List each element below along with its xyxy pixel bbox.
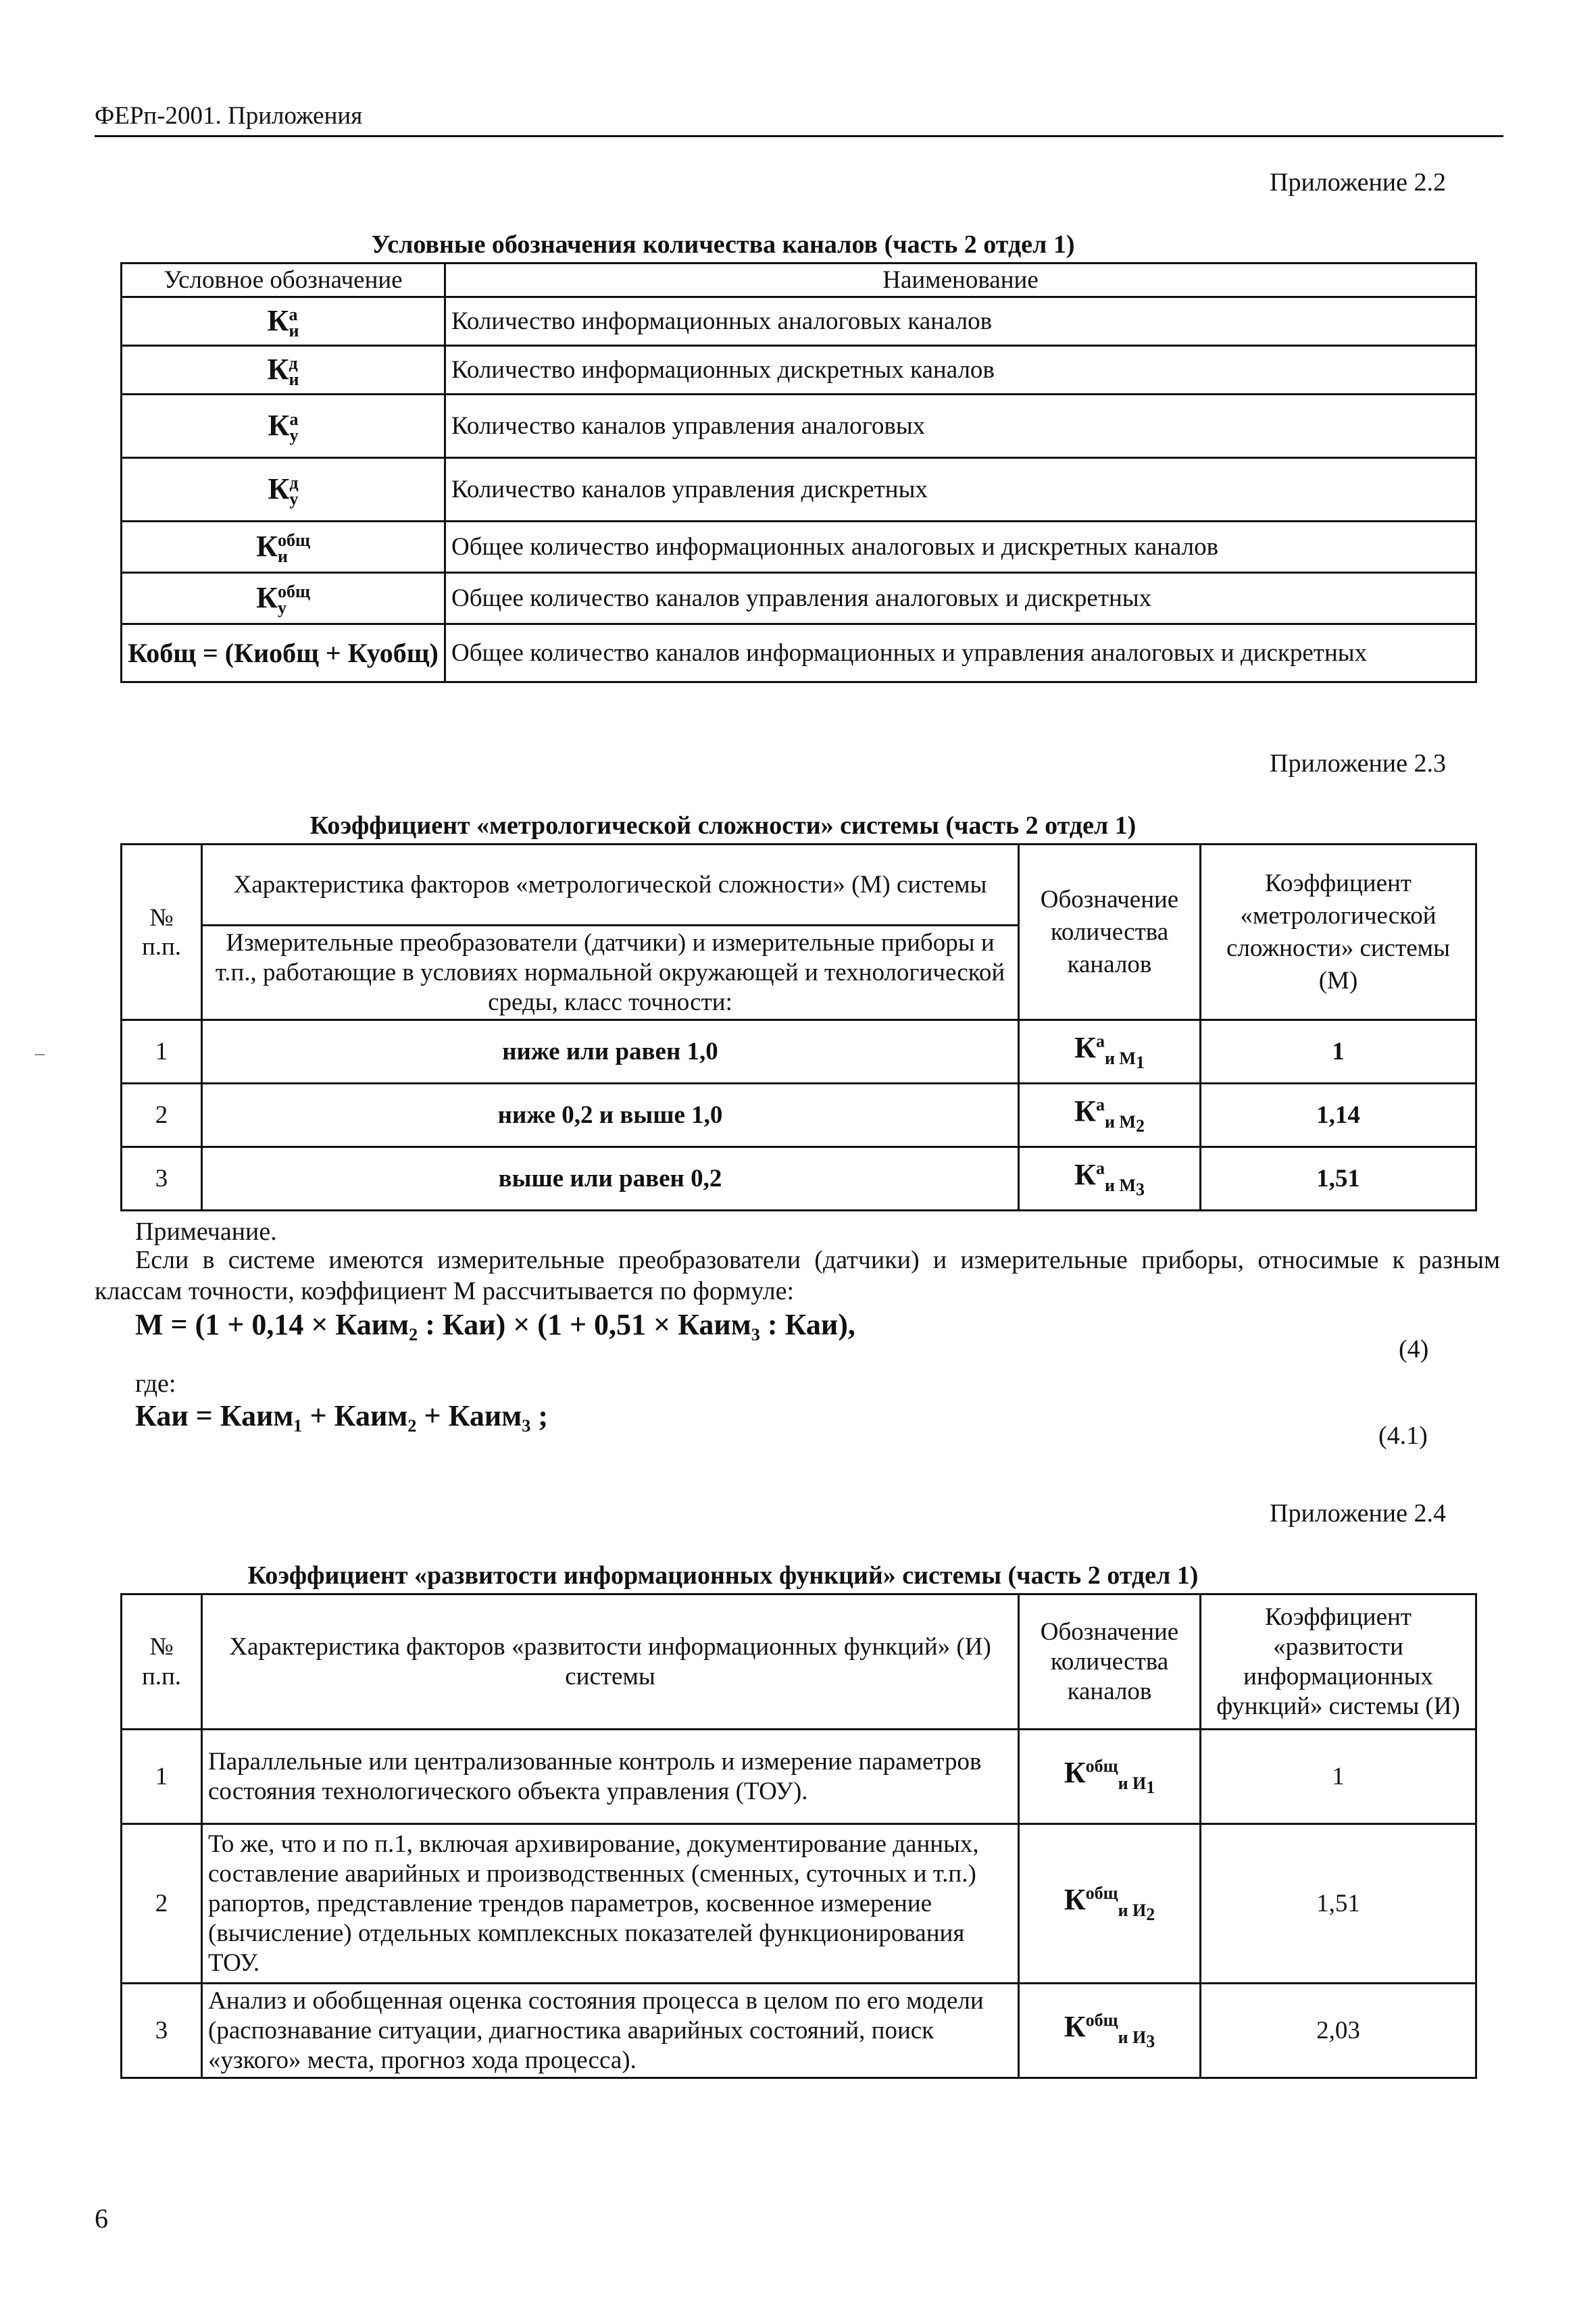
col-symbol-header: Обозначение количества каналов: [1019, 845, 1201, 1020]
name-cell: Общее количество информационных аналоговых и дискретных каналов: [445, 522, 1476, 573]
channels-symbols-table: [120, 262, 1477, 683]
name-cell: Количество информационных аналоговых каналов: [445, 297, 1476, 346]
table-row: [122, 458, 1476, 522]
formula-4: М = (1 + 0,14 × Каим₂ : Каи) × (1 + 0,51 × Каим₃ : Каи),: [135, 1308, 855, 1341]
margin-mark: [35, 1054, 45, 1055]
where-label: где:: [135, 1369, 176, 1398]
coef-cell: 1: [1201, 1020, 1476, 1084]
accuracy-class-cell: выше или равен 0,2: [202, 1147, 1019, 1211]
accuracy-class-cell: ниже или равен 1,0: [202, 1020, 1019, 1084]
symbol-cell: К д и: [122, 346, 445, 395]
appendix-2-2-label: Приложение 2.2: [1270, 168, 1446, 197]
appendix-2-4-title: Коэффициент «развитости информационных функций» системы (часть 2 отдел 1): [247, 1561, 1199, 1590]
appendix-2-2-title: Условные обозначения количества каналов (часть 2 отдел 1): [371, 230, 1075, 259]
symbol-cell: $К^а_{и М_3}$: [1019, 1147, 1201, 1211]
appendix-2-4-label: Приложение 2.4: [1270, 1499, 1446, 1528]
symbol-cell: $К^{общ}_{и И_2}$: [1019, 1824, 1201, 1984]
table-row: [122, 346, 1476, 395]
table-row: [122, 573, 1476, 624]
symbol-cell: К а у: [122, 395, 445, 458]
col-char-subheader: Измерительные преобразователи (датчики) и измерительные приборы и т.п., работающие в условиях нормальной окружающей и технологической среды, класс точности:: [202, 926, 1019, 1020]
row-number: 1: [122, 1020, 202, 1084]
table-row: [122, 1147, 1476, 1211]
table-row: [122, 624, 1476, 682]
table-row: [122, 395, 1476, 458]
appendix-2-3-label: Приложение 2.3: [1270, 749, 1446, 778]
info-functions-table: [120, 1593, 1477, 2079]
metrology-table: [120, 843, 1477, 1211]
name-cell: Количество каналов управления дискретных: [445, 458, 1476, 522]
col-no-header: № п.п.: [122, 845, 202, 1020]
col-char-header: Характеристика факторов «метрологической сложности» (М) системы: [202, 845, 1019, 926]
symbol-cell: $К^{общ}_{и И_1}$: [1019, 1730, 1201, 1824]
name-cell: Количество каналов управления аналоговых: [445, 395, 1476, 458]
name-cell: Общее количество каналов управления аналоговых и дискретных: [445, 573, 1476, 624]
symbol-cell: $К^а_{и М_1}$: [1019, 1020, 1201, 1084]
col-symbol-header: Обозначение количества каналов: [1019, 1594, 1201, 1730]
table-row: [122, 1984, 1476, 2078]
note-text: Если в системе имеются измерительные преобразователи (датчики) и измерительные приборы, относимые к разным классам точности, коэффициент М рассчитывается по формуле:: [95, 1246, 1500, 1305]
symbol-cell: $К^{общ}_{и И_3}$: [1019, 1984, 1201, 2078]
symbol-cell: К д у: [122, 458, 445, 522]
symbol-cell: К общ у: [122, 573, 445, 624]
header-rule: [95, 135, 1503, 137]
symbol-cell: К общ и: [122, 522, 445, 573]
formula-4-1: Каи = Каим₁ + Каим₂ + Каим₃ ;: [135, 1399, 549, 1432]
col-no-header: № п.п.: [122, 1594, 202, 1730]
note-label: Примечание.: [135, 1217, 277, 1246]
coef-cell: 1,51: [1201, 1147, 1476, 1211]
table-row: [122, 297, 1476, 346]
name-cell: Количество информационных дискретных каналов: [445, 346, 1476, 395]
row-number: 1: [122, 1730, 202, 1824]
page-number: 6: [95, 2203, 108, 2234]
col-symbol-header: Условное обозначение: [122, 263, 445, 297]
symbol-cell: К а и: [122, 297, 445, 346]
appendix-2-3-title: Коэффициент «метрологической сложности» системы (часть 2 отдел 1): [309, 811, 1137, 840]
table-row: [122, 1084, 1476, 1147]
row-number: 3: [122, 1984, 202, 2078]
col-coef-header: Коэффициент «развитости информационных функций» системы (И): [1201, 1594, 1476, 1730]
row-number: 2: [122, 1824, 202, 1984]
equation-number-4-1: (4.1): [1378, 1422, 1428, 1450]
coef-cell: 1: [1201, 1730, 1476, 1824]
total-formula-cell: Кобщ = (Киобщ + Куобщ): [122, 624, 445, 682]
symbol-cell: $К^а_{и М_2}$: [1019, 1084, 1201, 1147]
running-header: ФЕРп-2001. Приложения: [95, 102, 363, 130]
table-row: [122, 1020, 1476, 1084]
accuracy-class-cell: ниже 0,2 и выше 1,0: [202, 1084, 1019, 1147]
table-row: [122, 1824, 1476, 1984]
col-char-header: Характеристика факторов «развитости информационных функций» (И) системы: [202, 1594, 1019, 1730]
function-description-cell: То же, что и по п.1, включая архивирование, документирование данных, составление аварийных и производственных (сменных, суточных и т.п.) рапортов, представление трендов параметров, косвенное измерение (вычисление) отдельных комплексных показателей функционирования ТОУ.: [202, 1824, 1019, 1984]
function-description-cell: Параллельные или централизованные контроль и измерение параметров состояния технологического объекта управления (ТОУ).: [202, 1730, 1019, 1824]
equation-number-4: (4): [1399, 1335, 1429, 1363]
row-number: 3: [122, 1147, 202, 1211]
name-cell: Общее количество каналов информационных и управления аналоговых и дискретных: [445, 624, 1476, 682]
table-row: [122, 522, 1476, 573]
coef-cell: 2,03: [1201, 1984, 1476, 2078]
row-number: 2: [122, 1084, 202, 1147]
table-row: [122, 1730, 1476, 1824]
coef-cell: 1,14: [1201, 1084, 1476, 1147]
function-description-cell: Анализ и обобщенная оценка состояния процесса в целом по его модели (распознавание ситуации, диагностика аварийных состояний, поиск «узкого» места, прогноз хода процесса).: [202, 1984, 1019, 2078]
col-coef-header: Коэффициент «метрологической сложности» системы (М): [1201, 845, 1476, 1020]
col-name-header: Наименование: [445, 263, 1476, 297]
coef-cell: 1,51: [1201, 1824, 1476, 1984]
